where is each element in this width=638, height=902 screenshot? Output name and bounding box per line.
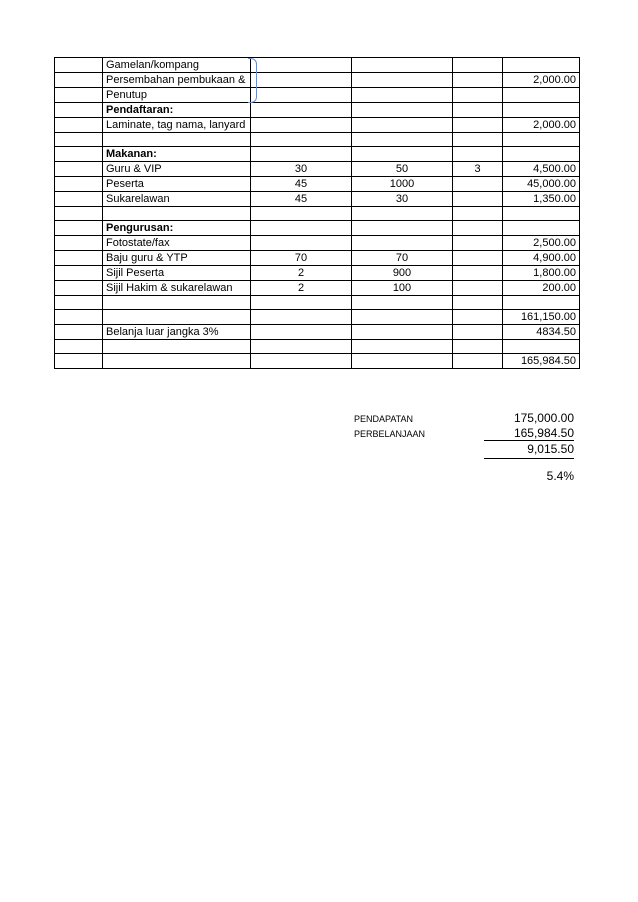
income-value: 175,000.00 xyxy=(513,411,574,425)
index-cell xyxy=(55,310,103,325)
label-cell: Sijil Peserta xyxy=(103,266,251,281)
amount-cell xyxy=(503,296,580,310)
qty-b-cell: 30 xyxy=(352,192,453,207)
index-cell xyxy=(55,73,103,88)
qty-a-cell xyxy=(251,207,352,221)
label-cell xyxy=(103,310,251,325)
qty-a-cell xyxy=(251,88,352,103)
label-cell: Guru & VIP xyxy=(103,162,251,177)
index-cell xyxy=(55,192,103,207)
expense-label: PERBELANJAAN xyxy=(354,429,426,439)
qty-c-cell xyxy=(453,103,503,118)
index-cell xyxy=(55,354,103,369)
qty-b-cell xyxy=(352,58,453,73)
qty-c-cell xyxy=(453,281,503,296)
qty-c-cell xyxy=(453,192,503,207)
table-row xyxy=(55,281,580,296)
double-underline xyxy=(484,458,574,459)
qty-c-cell xyxy=(453,221,503,236)
table-row xyxy=(55,266,580,281)
qty-a-cell: 45 xyxy=(251,192,352,207)
label-cell xyxy=(103,354,251,369)
amount-cell: 45,000.00 xyxy=(503,177,580,192)
qty-a-cell xyxy=(251,58,352,73)
brace-mark xyxy=(248,58,257,103)
table-row xyxy=(55,340,580,354)
qty-c-cell xyxy=(453,251,503,266)
index-cell xyxy=(55,103,103,118)
qty-b-cell xyxy=(352,236,453,251)
qty-a-cell: 2 xyxy=(251,281,352,296)
amount-cell xyxy=(503,58,580,73)
table-row xyxy=(55,103,580,118)
amount-cell: 1,350.00 xyxy=(503,192,580,207)
amount-cell: 2,000.00 xyxy=(503,73,580,88)
qty-b-cell xyxy=(352,221,453,236)
qty-c-cell xyxy=(453,325,503,340)
qty-a-cell xyxy=(251,236,352,251)
qty-c-cell xyxy=(453,207,503,221)
amount-cell: 4834.50 xyxy=(503,325,580,340)
qty-b-cell: 1000 xyxy=(352,177,453,192)
qty-c-cell xyxy=(453,354,503,369)
table-row xyxy=(55,296,580,310)
index-cell xyxy=(55,325,103,340)
index-cell xyxy=(55,133,103,147)
qty-b-cell xyxy=(352,325,453,340)
amount-cell: 2,500.00 xyxy=(503,236,580,251)
qty-b-cell: 900 xyxy=(352,266,453,281)
qty-a-cell xyxy=(251,133,352,147)
table-row xyxy=(55,354,580,369)
label-cell: Makanan: xyxy=(103,147,251,162)
qty-c-cell xyxy=(453,296,503,310)
index-cell xyxy=(55,296,103,310)
qty-b-cell xyxy=(352,73,453,88)
table-row xyxy=(55,88,580,103)
qty-a-cell xyxy=(251,73,352,88)
index-cell xyxy=(55,162,103,177)
amount-cell: 165,984.50 xyxy=(503,354,580,369)
index-cell xyxy=(55,147,103,162)
qty-c-cell xyxy=(453,266,503,281)
label-cell: Laminate, tag nama, lanyard xyxy=(103,118,251,133)
qty-a-cell: 2 xyxy=(251,266,352,281)
qty-a-cell: 70 xyxy=(251,251,352,266)
index-cell xyxy=(55,207,103,221)
qty-b-cell: 70 xyxy=(352,251,453,266)
label-cell: Belanja luar jangka 3% xyxy=(103,325,251,340)
qty-c-cell xyxy=(453,133,503,147)
percent-value: 5.4% xyxy=(546,469,574,483)
qty-a-cell xyxy=(251,340,352,354)
qty-c-cell xyxy=(453,58,503,73)
amount-cell: 4,500.00 xyxy=(503,162,580,177)
qty-c-cell: 3 xyxy=(453,162,503,177)
amount-cell xyxy=(503,340,580,354)
qty-c-cell xyxy=(453,310,503,325)
table-row xyxy=(55,251,580,266)
amount-cell xyxy=(503,147,580,162)
label-cell: Baju guru & YTP xyxy=(103,251,251,266)
table-row xyxy=(55,73,580,88)
qty-a-cell: 45 xyxy=(251,177,352,192)
qty-a-cell xyxy=(251,221,352,236)
amount-cell: 161,150.00 xyxy=(503,310,580,325)
label-cell: Fotostate/fax xyxy=(103,236,251,251)
qty-a-cell xyxy=(251,296,352,310)
qty-b-cell xyxy=(352,207,453,221)
label-cell: Sukarelawan xyxy=(103,192,251,207)
qty-b-cell xyxy=(352,88,453,103)
table-row xyxy=(55,325,580,340)
qty-a-cell xyxy=(251,354,352,369)
qty-b-cell: 50 xyxy=(352,162,453,177)
amount-cell xyxy=(503,88,580,103)
table-row xyxy=(55,147,580,162)
qty-a-cell xyxy=(251,103,352,118)
table-row xyxy=(55,177,580,192)
index-cell xyxy=(55,251,103,266)
qty-b-cell xyxy=(352,147,453,162)
label-cell xyxy=(103,340,251,354)
label-cell: Persembahan pembukaan & xyxy=(103,73,251,88)
qty-c-cell xyxy=(453,340,503,354)
qty-c-cell xyxy=(453,147,503,162)
label-cell: Gamelan/kompang xyxy=(103,58,251,73)
amount-cell xyxy=(503,133,580,147)
label-cell: Pengurusan: xyxy=(103,221,251,236)
table-row xyxy=(55,162,580,177)
budget-table xyxy=(54,57,580,369)
table-row xyxy=(55,221,580,236)
label-cell: Sijil Hakim & sukarelawan xyxy=(103,281,251,296)
table-row xyxy=(55,310,580,325)
qty-c-cell xyxy=(453,177,503,192)
table-row xyxy=(55,236,580,251)
table-row xyxy=(55,192,580,207)
qty-b-cell xyxy=(352,118,453,133)
label-cell xyxy=(103,296,251,310)
balance-value: 9,015.50 xyxy=(484,442,574,459)
index-cell xyxy=(55,340,103,354)
qty-b-cell xyxy=(352,296,453,310)
qty-a-cell xyxy=(251,118,352,133)
index-cell xyxy=(55,266,103,281)
amount-cell xyxy=(503,221,580,236)
qty-a-cell xyxy=(251,147,352,162)
label-cell xyxy=(103,133,251,147)
table-row xyxy=(55,133,580,147)
qty-c-cell xyxy=(453,88,503,103)
amount-cell: 4,900.00 xyxy=(503,251,580,266)
amount-cell: 200.00 xyxy=(503,281,580,296)
label-cell xyxy=(103,207,251,221)
index-cell xyxy=(55,118,103,133)
qty-c-cell xyxy=(453,236,503,251)
index-cell xyxy=(55,221,103,236)
qty-b-cell: 100 xyxy=(352,281,453,296)
qty-b-cell xyxy=(352,103,453,118)
qty-c-cell xyxy=(453,118,503,133)
table-row xyxy=(55,207,580,221)
amount-cell: 1,800.00 xyxy=(503,266,580,281)
income-label: PENDAPATAN xyxy=(354,414,414,424)
qty-b-cell xyxy=(352,133,453,147)
qty-b-cell xyxy=(352,310,453,325)
label-cell: Penutup xyxy=(103,88,251,103)
table-row xyxy=(55,58,580,73)
amount-cell: 2,000.00 xyxy=(503,118,580,133)
index-cell xyxy=(55,58,103,73)
label-cell: Peserta xyxy=(103,177,251,192)
table-row xyxy=(55,118,580,133)
index-cell xyxy=(55,88,103,103)
qty-a-cell xyxy=(251,310,352,325)
index-cell xyxy=(55,281,103,296)
qty-c-cell xyxy=(453,73,503,88)
expense-value: 165,984.50 xyxy=(484,426,574,441)
amount-cell xyxy=(503,207,580,221)
amount-cell xyxy=(503,103,580,118)
qty-b-cell xyxy=(352,340,453,354)
qty-b-cell xyxy=(352,354,453,369)
label-cell: Pendaftaran: xyxy=(103,103,251,118)
index-cell xyxy=(55,177,103,192)
qty-a-cell xyxy=(251,325,352,340)
index-cell xyxy=(55,236,103,251)
qty-a-cell: 30 xyxy=(251,162,352,177)
